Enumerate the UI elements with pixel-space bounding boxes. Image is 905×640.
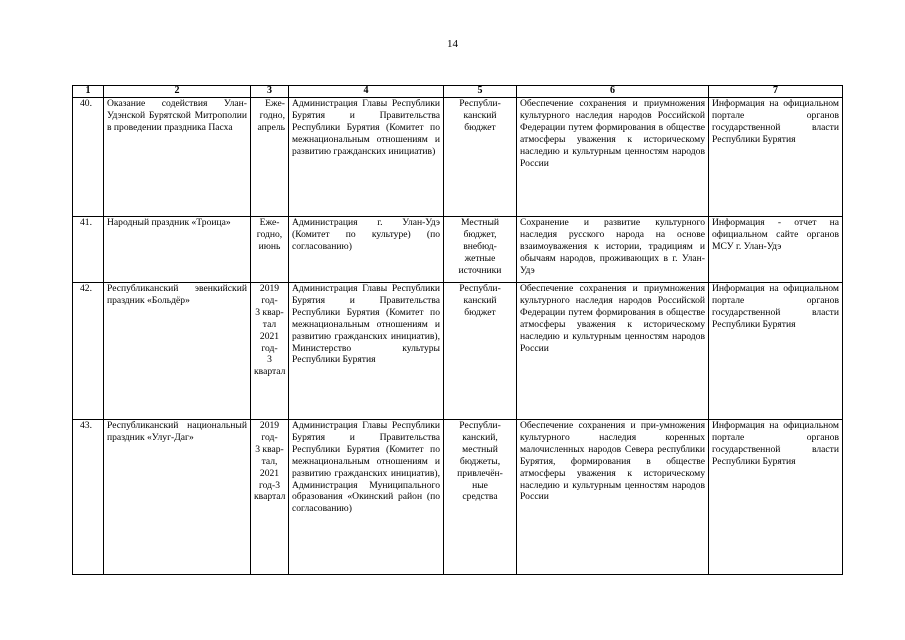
row-number: 42. xyxy=(73,283,104,420)
header-row xyxy=(73,86,843,98)
event-name: Народный праздник «Троица» xyxy=(104,217,251,283)
column-header: 1 xyxy=(73,86,104,98)
event-report: Информация на официальном портале органов государственной власти Республики Бурятия xyxy=(709,283,843,420)
event-report: Информация на официальном портале органов государственной власти Республики Бурятия xyxy=(709,420,843,575)
row-number: 43. xyxy=(73,420,104,575)
table-row xyxy=(73,283,843,420)
event-period: Еже- годно, июнь xyxy=(251,217,289,283)
event-executor: Администрация Главы Республики Бурятия и Правительства Республики Бурятия (Комитет по межнациональным отношениям и развитию гражданских инициатив), Министерство культуры Республики Бурятия xyxy=(289,283,444,420)
event-executor: Администрация Главы Республики Бурятия и Правительства Республики Бурятия (Комитет по межнациональным отношениям и развитию гражданских инициатив) xyxy=(289,98,444,217)
event-funding: Республи- канский бюджет xyxy=(444,98,517,217)
column-header: 5 xyxy=(444,86,517,98)
event-result: Обеспечение сохранения и приумножения культурного наследия народов Российской Федерации путем формирования в обществе атмосферы уважения к историческому наследию и культурным ценностям народов России xyxy=(517,283,709,420)
table-row xyxy=(73,420,843,575)
event-report: Информация - отчет на официальном сайте органов МСУ г. Улан-Удэ xyxy=(709,217,843,283)
column-header: 3 xyxy=(251,86,289,98)
event-result: Обеспечение сохранения и при-умножения культурного наследия коренных малочисленных народов Севера республики Бурятия, формирования в обществе атмосферы уважения к историческому наследию и культурным ценностям народов России xyxy=(517,420,709,575)
page-number: 14 xyxy=(447,38,458,50)
column-header: 2 xyxy=(104,86,251,98)
event-period: 2019 год- 3 квар- тал, 2021 год-3 квартал xyxy=(251,420,289,575)
event-name: Оказание содействия Улан-Удэнской Бурятской Митрополии в проведении праздника Пасха xyxy=(104,98,251,217)
events-table xyxy=(72,85,843,575)
event-executor: Администрация г. Улан-Удэ (Комитет по культуре) (по согласованию) xyxy=(289,217,444,283)
event-result: Сохранение и развитие культурного наследия русского народа на основе взаимоуважения к истории, традициям и обычаям народов, проживающих в г. Улан-Удэ xyxy=(517,217,709,283)
table-row xyxy=(73,98,843,217)
event-period: 2019 год- 3 квар- тал 2021 год- 3 квартал xyxy=(251,283,289,420)
column-header: 4 xyxy=(289,86,444,98)
event-period: Еже- годно, апрель xyxy=(251,98,289,217)
event-executor: Администрация Главы Республики Бурятия и Правительства Республики Бурятия (Комитет по межнациональным отношениям и развитию гражданских инициатив), Администрация Муниципального образования «Окинский район (по согласованию) xyxy=(289,420,444,575)
column-header: 7 xyxy=(709,86,843,98)
column-header: 6 xyxy=(517,86,709,98)
row-number: 40. xyxy=(73,98,104,217)
event-name: Республиканский национальный праздник «Улуг-Даг» xyxy=(104,420,251,575)
event-report: Информация на официальном портале органов государственной власти Республики Бурятия xyxy=(709,98,843,217)
event-result: Обеспечение сохранения и приумножения культурного наследия народов Российской Федерации путем формирования в обществе атмосферы уважения к историческому наследию и культурным ценностям народов России xyxy=(517,98,709,217)
event-funding: Местный бюджет, внебюд- жетные источники xyxy=(444,217,517,283)
event-funding: Республи- канский, местный бюджеты, привлечён- ные средства xyxy=(444,420,517,575)
table-row xyxy=(73,217,843,283)
row-number: 41. xyxy=(73,217,104,283)
event-name: Республиканский эвенкийский праздник «Больдёр» xyxy=(104,283,251,420)
event-funding: Республи- канский бюджет xyxy=(444,283,517,420)
